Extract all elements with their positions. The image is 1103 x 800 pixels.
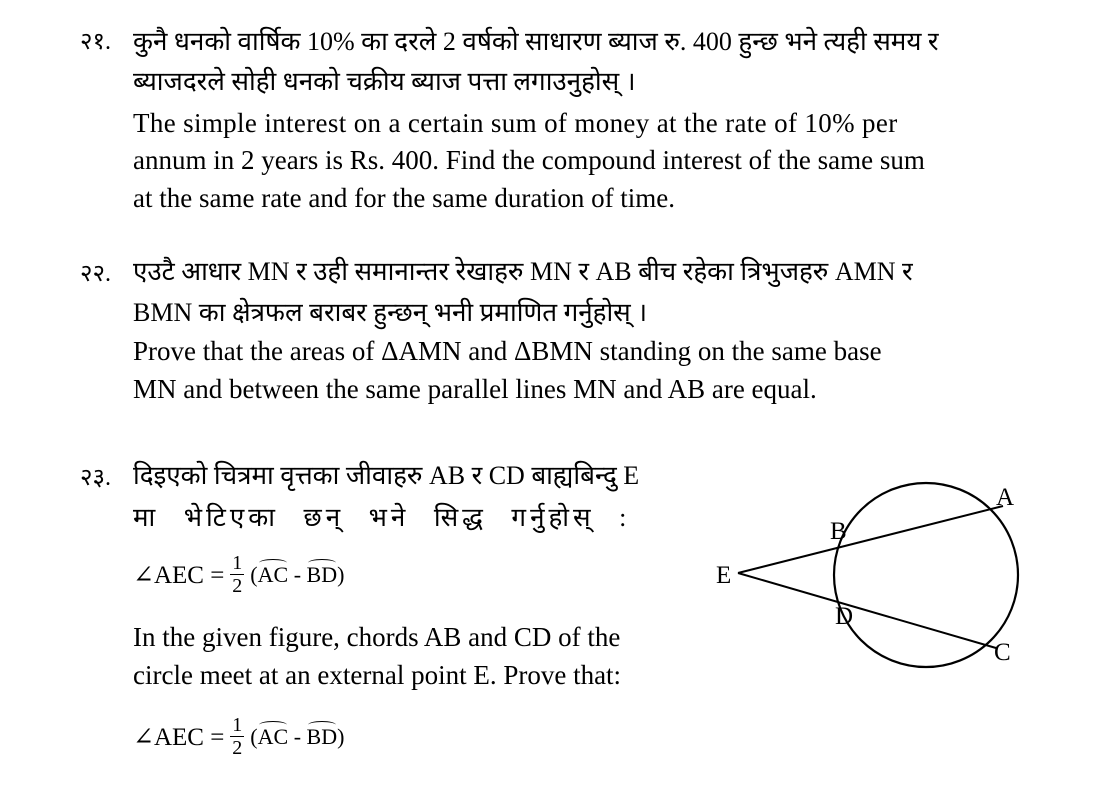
secant-ea (738, 506, 1003, 573)
q23-formula-1 (133, 552, 344, 597)
formula-arc-ac: AC (257, 723, 289, 749)
formula-denominator: 2 (232, 575, 243, 597)
formula-minus: - (288, 561, 307, 587)
q22-nepali-line-1: एउटै आधार MN र उही समानान्तर रेखाहरु MN र AB बीच रहेका त्रिभुजहरु AMN र (133, 257, 913, 286)
q23-english-line-2: circle meet at an external point E. Prove that: (133, 660, 622, 690)
q23-english-line-1: In the given figure, chords AB and CD of the (133, 622, 621, 652)
label-d: D (835, 603, 854, 630)
label-a: A (996, 484, 1015, 511)
q21-english-line-1: The simple interest on a certain sum of money at the rate of 10% per (133, 108, 898, 138)
q22-number: २२. (80, 261, 111, 287)
q21-nepali-line-1: कुनै धनको वार्षिक 10% का दरले 2 वर्षको साधारण ब्याज रु. 400 हुन्छ भने त्यही समय र (133, 27, 939, 56)
formula-arc-bd: BD (306, 723, 338, 749)
formula-open-paren: ( (250, 723, 258, 749)
formula-minus: - (288, 723, 307, 749)
circle (834, 483, 1018, 667)
formula-lhs: ∠AEC = (133, 723, 225, 751)
q21-number: २१. (80, 29, 111, 55)
circle-secant-figure (700, 470, 1060, 680)
formula-fraction (230, 714, 244, 759)
formula-close-paren: ) (337, 561, 345, 587)
q22-english-line-2: MN and between the same parallel lines MN and AB are equal. (133, 374, 817, 404)
formula-open-paren: ( (250, 561, 258, 587)
q21-nepali-line-2: ब्याजदरले सोही धनको चक्रीय ब्याज पत्ता लगाउनुहोस् । (133, 67, 636, 96)
formula-lhs: ∠AEC = (133, 561, 225, 589)
formula-denominator: 2 (232, 737, 243, 759)
secant-ec (738, 573, 996, 648)
q21-english-line-2: annum in 2 years is Rs. 400. Find the compound interest of the same sum (133, 145, 925, 175)
q23-nepali-line-2: मा भेटिएका छन् भने सिद्ध गर्नुहोस् : (133, 503, 631, 532)
q23-number: २३. (80, 465, 111, 491)
label-b: B (830, 518, 847, 545)
q21-english-line-3: at the same rate and for the same duration of time. (133, 183, 676, 213)
q23-formula-2 (133, 714, 344, 759)
q22-english-line-1: Prove that the areas of ΔAMN and ΔBMN standing on the same base (133, 336, 882, 366)
q22-nepali-line-2: BMN का क्षेत्रफल बराबर हुन्छन् भनी प्रमाणित गर्नुहोस् । (133, 298, 648, 327)
label-c: C (994, 639, 1011, 666)
formula-numerator: 1 (232, 714, 243, 736)
formula-close-paren: ) (337, 723, 345, 749)
q23-nepali-line-1: दिइएको चित्रमा वृत्तका जीवाहरु AB र CD बाह्यबिन्दु E (133, 461, 640, 490)
formula-numerator: 1 (232, 552, 243, 574)
label-e: E (716, 562, 732, 589)
formula-arc-ac: AC (257, 561, 289, 587)
formula-arc-bd: BD (306, 561, 338, 587)
formula-fraction (230, 552, 244, 597)
